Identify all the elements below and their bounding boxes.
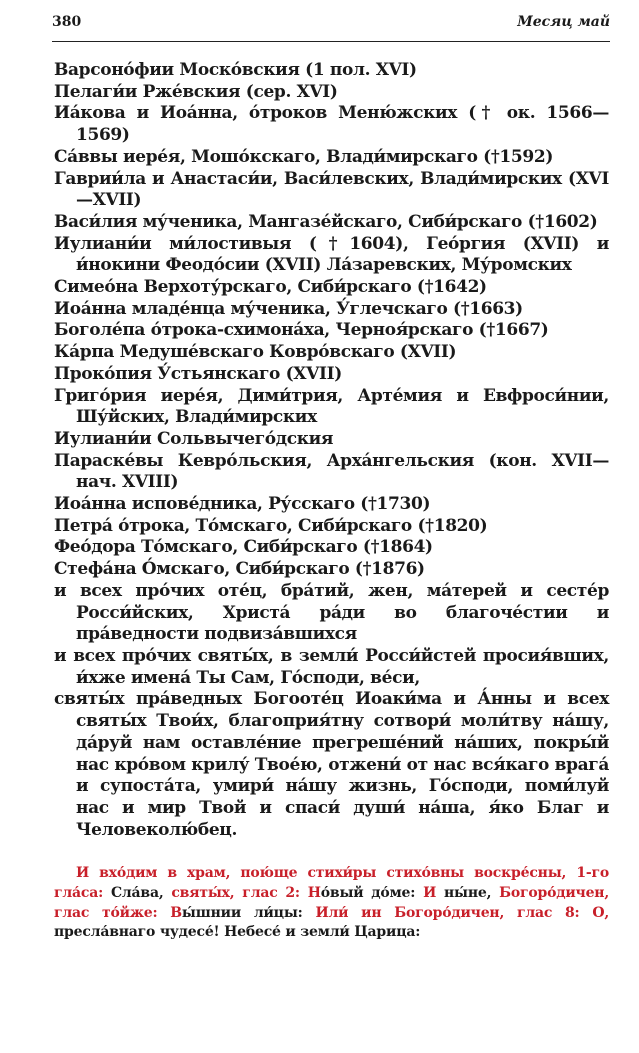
saint-entry: Григо́рия иере́я, Дими́трия, Арте́мия и Евфроси́нии, Шу́йских, Влади́мирских xyxy=(54,385,609,428)
saint-entry: Иулиани́и ми́лостивыя (†1604), Гео́ргия (XVII) и и́нокини Феодо́сии (XVII) Ла́заревских, Му́ромских xyxy=(54,233,609,276)
saint-entry: Иа́кова и Иоа́нна, о́троков Меню́жских († ок. 1566—1569) xyxy=(54,103,609,146)
saints-list xyxy=(54,60,609,841)
rubric-black-text: Сла́ва, xyxy=(110,884,172,901)
saint-entry: Параске́вы Кевро́льския, Арха́нгельския (кон. XVII—нач. XVIII) xyxy=(54,450,609,493)
rubric-black-text: о́вый до́ме: xyxy=(320,884,424,901)
rubric-paragraph xyxy=(54,864,609,943)
saint-entry: Иоа́нна младе́нца му́ченика, У́глечскаго (†1663) xyxy=(54,298,523,319)
rubric-red-text: И вхо́дим в храм, пою́ще стихи́ры стихо́вны воскре́сны, 1-го гла́са: xyxy=(54,865,609,901)
rubric-black-text: ны́не, xyxy=(443,884,500,901)
page-header xyxy=(52,14,610,38)
saint-entry: Боголе́па о́трока-схимона́ха, Черноя́рскаго (†1667) xyxy=(54,320,549,341)
saint-entry: Са́ввы иере́я, Мошо́кскаго, Влади́мирскаго (†1592) xyxy=(54,146,554,167)
running-head: Месяц май xyxy=(517,14,610,30)
header-rule xyxy=(52,41,610,42)
prayer-paragraph: и всех про́чих святы́х, в земли́ Росси́йстей просия́вших, и́хже имена́ Ты Сам, Го́споди, ве́си, xyxy=(54,645,609,688)
saint-entry: Варсоно́фии Моско́вския (1 пол. XVI) xyxy=(54,60,417,80)
rubric-red-text: Богоро́дичен, глас то́йже: В xyxy=(54,884,610,921)
page-number: 380 xyxy=(52,14,82,30)
rubric-red-text: Или́ ин Богоро́дичен, глас 8: О, xyxy=(315,904,609,921)
saint-entry: Ка́рпа Медуше́вскаго Ковро́вскаго (XVII) xyxy=(54,342,457,363)
saint-entry: Гаврии́ла и Анастаси́и, Васи́левских, Влади́мирских (XVI—XVII) xyxy=(54,168,609,211)
saint-entry: Васи́лия му́ченика, Мангазе́йскаго, Сиби́рскаго (†1602) xyxy=(54,211,598,232)
saint-entry: Пелаги́и Рже́вския (сер. XVI) xyxy=(54,81,338,102)
prayer-paragraph: святы́х пра́ведных Богооте́ц Иоаки́ма и А́нны и всех святы́х Твои́х, благоприя́тну сотвори́ моли́тву на́шу, да́руй нам оставле́ние прегреше́ний на́ших, покры́й нас кро́вом крилу́ Твое́ю, отжени́ от нас вся́каго врага́ и супоста́та, умири́ на́шу жизнь, Го́споди, поми́луй нас и мир Твой и спаси́ души́ на́ша, я́ко Благ и Человеколю́бец. xyxy=(54,689,609,840)
saint-entry: Иулиани́и Сольвычего́дския xyxy=(54,428,334,449)
rubric-block xyxy=(54,864,609,943)
rubric-black-text: пресла́внаго чудесе́! Небесе́ и земли́ Царица: xyxy=(54,924,421,941)
saint-entry: Проко́пия У́стьянскаго (XVII) xyxy=(54,363,342,384)
saint-entry: Симео́на Верхоту́рскаго, Сиби́рскаго (†1642) xyxy=(54,277,487,298)
rubric-red-text: И xyxy=(423,884,444,901)
saint-entry: Фео́дора То́мскаго, Сиби́рскаго (†1864) xyxy=(54,537,433,558)
rubric-black-text: ы́шнии ли́цы: xyxy=(181,904,316,921)
saint-entry: Иоа́нна испове́дника, Ру́сскаго (†1730) xyxy=(54,494,431,515)
rubric-red-text: святы́х, глас 2: Н xyxy=(171,884,321,901)
prayer-paragraph: и всех про́чих оте́ц, бра́тий, жен, ма́терей и сесте́р Росси́йских, Христа́ ра́ди во благоче́стии и пра́ведности подвиза́вшихся xyxy=(54,580,609,645)
saint-entry: Стефа́на О́мскаго, Сиби́рскаго (†1876) xyxy=(54,559,425,580)
saint-entry: Петра́ о́трока, То́мскаго, Сиби́рскаго (†1820) xyxy=(54,515,488,536)
